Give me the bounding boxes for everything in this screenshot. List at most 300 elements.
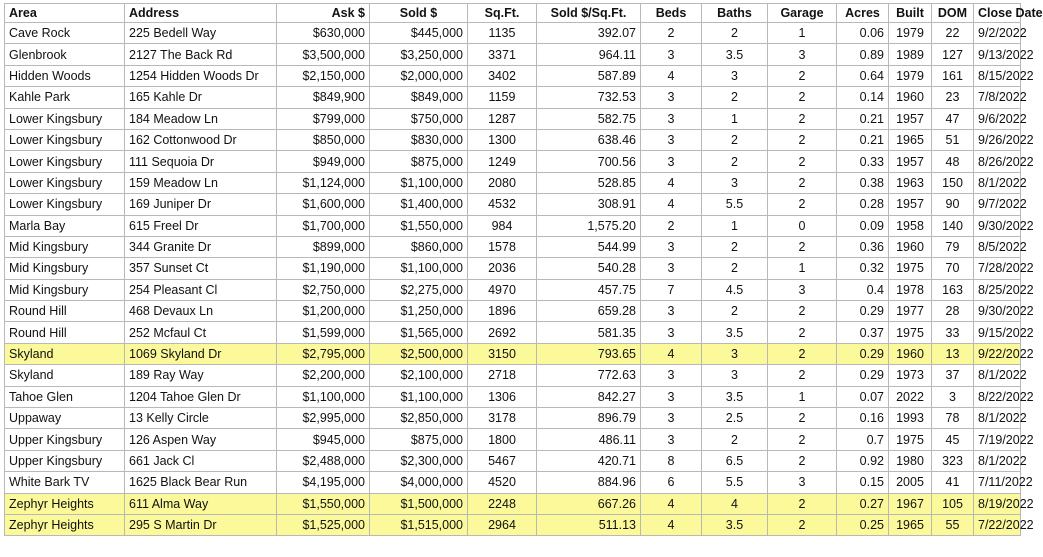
cell-address: 162 Cottonwood Dr: [125, 129, 277, 150]
cell-dom: 28: [932, 301, 974, 322]
cell-beds: 4: [641, 343, 702, 364]
cell-sqft: 2080: [468, 172, 537, 193]
cell-ask: $949,000: [277, 151, 370, 172]
cell-built: 1993: [889, 408, 932, 429]
cell-dom: 22: [932, 23, 974, 44]
cell-area: Round Hill: [5, 301, 125, 322]
cell-ask: $630,000: [277, 23, 370, 44]
cell-baths: 2: [702, 129, 768, 150]
cell-close-date: 8/19/2022: [974, 493, 1021, 514]
header-beds: Beds: [641, 4, 702, 23]
cell-built: 1963: [889, 172, 932, 193]
cell-area: Upper Kingsbury: [5, 450, 125, 471]
cell-acres: 0.07: [837, 386, 889, 407]
cell-area: Mid Kingsbury: [5, 258, 125, 279]
cell-acres: 0.29: [837, 365, 889, 386]
cell-sqft: 984: [468, 215, 537, 236]
cell-ask: $899,000: [277, 236, 370, 257]
cell-sold-per-sqft: 511.13: [537, 514, 641, 535]
cell-address: 184 Meadow Ln: [125, 108, 277, 129]
cell-sqft: 2248: [468, 493, 537, 514]
cell-acres: 0.64: [837, 65, 889, 86]
cell-sold-per-sqft: 457.75: [537, 279, 641, 300]
cell-baths: 4.5: [702, 279, 768, 300]
cell-area: Marla Bay: [5, 215, 125, 236]
cell-dom: 90: [932, 194, 974, 215]
cell-dom: 79: [932, 236, 974, 257]
table-row: [5, 386, 1021, 407]
cell-sold: $1,500,000: [370, 493, 468, 514]
cell-address: 252 Mcfaul Ct: [125, 322, 277, 343]
cell-sold-per-sqft: 842.27: [537, 386, 641, 407]
cell-area: Mid Kingsbury: [5, 279, 125, 300]
cell-built: 1960: [889, 343, 932, 364]
cell-close-date: 9/22/2022: [974, 343, 1021, 364]
cell-garage: 2: [768, 343, 837, 364]
cell-sold: $3,250,000: [370, 44, 468, 65]
cell-acres: 0.33: [837, 151, 889, 172]
cell-ask: $1,100,000: [277, 386, 370, 407]
cell-sold: $2,100,000: [370, 365, 468, 386]
table-row: [5, 343, 1021, 364]
cell-ask: $2,750,000: [277, 279, 370, 300]
cell-close-date: 8/26/2022: [974, 151, 1021, 172]
cell-acres: 0.21: [837, 129, 889, 150]
cell-built: 1957: [889, 108, 932, 129]
cell-garage: 3: [768, 472, 837, 493]
cell-sold: $1,550,000: [370, 215, 468, 236]
cell-sqft: 1800: [468, 429, 537, 450]
cell-sold-per-sqft: 486.11: [537, 429, 641, 450]
cell-built: 2022: [889, 386, 932, 407]
cell-built: 1958: [889, 215, 932, 236]
table-row: [5, 408, 1021, 429]
cell-baths: 2: [702, 23, 768, 44]
cell-address: 295 S Martin Dr: [125, 514, 277, 535]
table-row: [5, 429, 1021, 450]
cell-sqft: 5467: [468, 450, 537, 471]
table-row: [5, 258, 1021, 279]
cell-ask: $2,795,000: [277, 343, 370, 364]
cell-sold: $1,100,000: [370, 172, 468, 193]
cell-beds: 3: [641, 365, 702, 386]
cell-area: Lower Kingsbury: [5, 108, 125, 129]
cell-baths: 1: [702, 215, 768, 236]
cell-acres: 0.92: [837, 450, 889, 471]
cell-sold-per-sqft: 540.28: [537, 258, 641, 279]
cell-garage: 3: [768, 44, 837, 65]
cell-sold: $750,000: [370, 108, 468, 129]
cell-address: 468 Devaux Ln: [125, 301, 277, 322]
cell-built: 1979: [889, 23, 932, 44]
cell-sold: $1,250,000: [370, 301, 468, 322]
cell-sold: $1,100,000: [370, 386, 468, 407]
cell-close-date: 9/2/2022: [974, 23, 1021, 44]
cell-acres: 0.7: [837, 429, 889, 450]
cell-beds: 4: [641, 172, 702, 193]
cell-baths: 3.5: [702, 514, 768, 535]
cell-baths: 2: [702, 258, 768, 279]
cell-sold-per-sqft: 1,575.20: [537, 215, 641, 236]
table-row: [5, 215, 1021, 236]
header-baths: Baths: [702, 4, 768, 23]
cell-address: 344 Granite Dr: [125, 236, 277, 257]
cell-garage: 2: [768, 301, 837, 322]
cell-sqft: 1287: [468, 108, 537, 129]
cell-sold: $875,000: [370, 151, 468, 172]
table-row: [5, 172, 1021, 193]
cell-baths: 2.5: [702, 408, 768, 429]
cell-built: 1975: [889, 258, 932, 279]
cell-ask: $849,900: [277, 87, 370, 108]
cell-sold: $2,500,000: [370, 343, 468, 364]
table-row: [5, 450, 1021, 471]
header-sqft: Sq.Ft.: [468, 4, 537, 23]
cell-acres: 0.36: [837, 236, 889, 257]
cell-built: 1957: [889, 151, 932, 172]
table-row: [5, 493, 1021, 514]
cell-beds: 4: [641, 493, 702, 514]
cell-address: 254 Pleasant Cl: [125, 279, 277, 300]
cell-sold-per-sqft: 732.53: [537, 87, 641, 108]
cell-beds: 8: [641, 450, 702, 471]
cell-address: 169 Juniper Dr: [125, 194, 277, 215]
cell-area: Uppaway: [5, 408, 125, 429]
cell-beds: 3: [641, 322, 702, 343]
table-row: [5, 472, 1021, 493]
cell-built: 1965: [889, 129, 932, 150]
cell-beds: 4: [641, 194, 702, 215]
cell-built: 1965: [889, 514, 932, 535]
cell-ask: $2,200,000: [277, 365, 370, 386]
cell-baths: 2: [702, 87, 768, 108]
cell-sold-per-sqft: 528.85: [537, 172, 641, 193]
cell-ask: $1,124,000: [277, 172, 370, 193]
cell-baths: 2: [702, 429, 768, 450]
cell-address: 2127 The Back Rd: [125, 44, 277, 65]
cell-baths: 1: [702, 108, 768, 129]
cell-address: 1204 Tahoe Glen Dr: [125, 386, 277, 407]
cell-acres: 0.89: [837, 44, 889, 65]
cell-close-date: 7/11/2022: [974, 472, 1021, 493]
cell-ask: $2,150,000: [277, 65, 370, 86]
cell-garage: 2: [768, 172, 837, 193]
cell-baths: 3: [702, 172, 768, 193]
header-row: [5, 4, 1021, 23]
cell-beds: 7: [641, 279, 702, 300]
cell-sqft: 4970: [468, 279, 537, 300]
cell-sold: $860,000: [370, 236, 468, 257]
table-row: [5, 279, 1021, 300]
cell-sold: $4,000,000: [370, 472, 468, 493]
cell-baths: 5.5: [702, 472, 768, 493]
cell-garage: 2: [768, 194, 837, 215]
cell-sold: $445,000: [370, 23, 468, 44]
header-area: Area: [5, 4, 125, 23]
cell-sold-per-sqft: 392.07: [537, 23, 641, 44]
cell-baths: 4: [702, 493, 768, 514]
cell-sqft: 4532: [468, 194, 537, 215]
cell-sqft: 3150: [468, 343, 537, 364]
cell-baths: 2: [702, 236, 768, 257]
cell-acres: 0.14: [837, 87, 889, 108]
cell-close-date: 9/13/2022: [974, 44, 1021, 65]
cell-garage: 0: [768, 215, 837, 236]
cell-built: 1973: [889, 365, 932, 386]
cell-garage: 2: [768, 65, 837, 86]
cell-sqft: 1135: [468, 23, 537, 44]
cell-sold-per-sqft: 581.35: [537, 322, 641, 343]
cell-sold: $2,275,000: [370, 279, 468, 300]
cell-sqft: 3371: [468, 44, 537, 65]
cell-built: 1978: [889, 279, 932, 300]
cell-dom: 48: [932, 151, 974, 172]
cell-ask: $1,525,000: [277, 514, 370, 535]
cell-acres: 0.29: [837, 343, 889, 364]
cell-beds: 3: [641, 87, 702, 108]
cell-dom: 70: [932, 258, 974, 279]
table-row: [5, 514, 1021, 535]
header-sold-per-sqft: Sold $/Sq.Ft.: [537, 4, 641, 23]
cell-sqft: 2692: [468, 322, 537, 343]
header-built: Built: [889, 4, 932, 23]
cell-baths: 2: [702, 151, 768, 172]
cell-address: 159 Meadow Ln: [125, 172, 277, 193]
cell-close-date: 8/1/2022: [974, 365, 1021, 386]
cell-sold-per-sqft: 582.75: [537, 108, 641, 129]
cell-built: 1960: [889, 87, 932, 108]
cell-built: 1977: [889, 301, 932, 322]
cell-area: Lower Kingsbury: [5, 172, 125, 193]
cell-ask: $1,190,000: [277, 258, 370, 279]
header-close-date: Close Date: [974, 4, 1021, 23]
cell-garage: 2: [768, 493, 837, 514]
header-acres: Acres: [837, 4, 889, 23]
cell-beds: 4: [641, 65, 702, 86]
cell-close-date: 8/25/2022: [974, 279, 1021, 300]
cell-dom: 45: [932, 429, 974, 450]
cell-area: Round Hill: [5, 322, 125, 343]
cell-baths: 3: [702, 343, 768, 364]
cell-baths: 6.5: [702, 450, 768, 471]
cell-close-date: 8/15/2022: [974, 65, 1021, 86]
cell-garage: 1: [768, 258, 837, 279]
cell-sold-per-sqft: 700.56: [537, 151, 641, 172]
cell-beds: 3: [641, 151, 702, 172]
table-row: [5, 365, 1021, 386]
cell-garage: 2: [768, 87, 837, 108]
cell-address: 126 Aspen Way: [125, 429, 277, 450]
cell-close-date: 8/5/2022: [974, 236, 1021, 257]
cell-close-date: 8/1/2022: [974, 408, 1021, 429]
cell-sqft: 1159: [468, 87, 537, 108]
cell-sold: $1,100,000: [370, 258, 468, 279]
cell-close-date: 8/22/2022: [974, 386, 1021, 407]
table-row: [5, 322, 1021, 343]
cell-ask: $1,600,000: [277, 194, 370, 215]
cell-area: Lower Kingsbury: [5, 151, 125, 172]
cell-close-date: 9/30/2022: [974, 301, 1021, 322]
cell-close-date: 9/15/2022: [974, 322, 1021, 343]
table-row: [5, 151, 1021, 172]
cell-beds: 6: [641, 472, 702, 493]
cell-beds: 3: [641, 386, 702, 407]
cell-address: 611 Alma Way: [125, 493, 277, 514]
cell-sold-per-sqft: 964.11: [537, 44, 641, 65]
cell-ask: $1,200,000: [277, 301, 370, 322]
cell-garage: 2: [768, 429, 837, 450]
cell-ask: $1,550,000: [277, 493, 370, 514]
cell-sold-per-sqft: 896.79: [537, 408, 641, 429]
table-body: [5, 23, 1034, 536]
cell-built: 1960: [889, 236, 932, 257]
cell-acres: 0.32: [837, 258, 889, 279]
cell-acres: 0.25: [837, 514, 889, 535]
cell-area: Zephyr Heights: [5, 493, 125, 514]
cell-ask: $4,195,000: [277, 472, 370, 493]
cell-close-date: 9/7/2022: [974, 194, 1021, 215]
cell-garage: 1: [768, 386, 837, 407]
cell-sqft: 1300: [468, 129, 537, 150]
cell-sold-per-sqft: 667.26: [537, 493, 641, 514]
cell-area: Hidden Woods: [5, 65, 125, 86]
cell-ask: $1,700,000: [277, 215, 370, 236]
header-garage: Garage: [768, 4, 837, 23]
table-row: [5, 23, 1021, 44]
table-row: [5, 65, 1021, 86]
cell-beds: 3: [641, 129, 702, 150]
cell-area: Lower Kingsbury: [5, 194, 125, 215]
cell-address: 111 Sequoia Dr: [125, 151, 277, 172]
cell-garage: 2: [768, 514, 837, 535]
cell-beds: 3: [641, 44, 702, 65]
cell-close-date: 7/8/2022: [974, 87, 1021, 108]
cell-baths: 3: [702, 65, 768, 86]
sales-table: [4, 3, 1043, 536]
cell-acres: 0.06: [837, 23, 889, 44]
cell-sqft: 1578: [468, 236, 537, 257]
cell-area: Zephyr Heights: [5, 514, 125, 535]
cell-built: 1989: [889, 44, 932, 65]
cell-sold: $875,000: [370, 429, 468, 450]
cell-dom: 55: [932, 514, 974, 535]
table-row: [5, 129, 1021, 150]
cell-garage: 2: [768, 322, 837, 343]
cell-garage: 2: [768, 408, 837, 429]
cell-garage: 2: [768, 236, 837, 257]
cell-address: 1069 Skyland Dr: [125, 343, 277, 364]
cell-close-date: 9/6/2022: [974, 108, 1021, 129]
cell-baths: 3.5: [702, 386, 768, 407]
cell-built: 1979: [889, 65, 932, 86]
cell-area: Kahle Park: [5, 87, 125, 108]
cell-baths: 5.5: [702, 194, 768, 215]
cell-baths: 3: [702, 365, 768, 386]
cell-acres: 0.4: [837, 279, 889, 300]
cell-ask: $945,000: [277, 429, 370, 450]
cell-acres: 0.21: [837, 108, 889, 129]
cell-close-date: 8/1/2022: [974, 172, 1021, 193]
cell-sqft: 4520: [468, 472, 537, 493]
cell-ask: $799,000: [277, 108, 370, 129]
cell-sqft: 3178: [468, 408, 537, 429]
cell-built: 1975: [889, 322, 932, 343]
cell-dom: 150: [932, 172, 974, 193]
cell-baths: 2: [702, 301, 768, 322]
cell-area: Mid Kingsbury: [5, 236, 125, 257]
cell-sold-per-sqft: 308.91: [537, 194, 641, 215]
cell-sold-per-sqft: 659.28: [537, 301, 641, 322]
header-ask: Ask $: [277, 4, 370, 23]
cell-sqft: 3402: [468, 65, 537, 86]
cell-beds: 3: [641, 258, 702, 279]
cell-sqft: 2036: [468, 258, 537, 279]
cell-built: 2005: [889, 472, 932, 493]
cell-acres: 0.28: [837, 194, 889, 215]
cell-dom: 163: [932, 279, 974, 300]
cell-area: White Bark TV: [5, 472, 125, 493]
cell-built: 1967: [889, 493, 932, 514]
cell-ask: $850,000: [277, 129, 370, 150]
cell-sold: $849,000: [370, 87, 468, 108]
cell-sold-per-sqft: 772.63: [537, 365, 641, 386]
cell-dom: 105: [932, 493, 974, 514]
cell-dom: 78: [932, 408, 974, 429]
cell-garage: 2: [768, 129, 837, 150]
cell-sold: $2,300,000: [370, 450, 468, 471]
cell-address: 225 Bedell Way: [125, 23, 277, 44]
header-address: Address: [125, 4, 277, 23]
cell-address: 13 Kelly Circle: [125, 408, 277, 429]
cell-garage: 2: [768, 365, 837, 386]
cell-sold-per-sqft: 587.89: [537, 65, 641, 86]
cell-beds: 4: [641, 514, 702, 535]
header-dom: DOM: [932, 4, 974, 23]
cell-address: 1625 Black Bear Run: [125, 472, 277, 493]
cell-garage: 2: [768, 108, 837, 129]
cell-sold: $1,515,000: [370, 514, 468, 535]
cell-dom: 13: [932, 343, 974, 364]
cell-ask: $2,995,000: [277, 408, 370, 429]
cell-built: 1980: [889, 450, 932, 471]
table-row: [5, 108, 1021, 129]
table-row: [5, 236, 1021, 257]
table-row: [5, 194, 1021, 215]
cell-built: 1975: [889, 429, 932, 450]
cell-sold: $1,565,000: [370, 322, 468, 343]
cell-area: Lower Kingsbury: [5, 129, 125, 150]
cell-address: 615 Freel Dr: [125, 215, 277, 236]
table-row: [5, 44, 1021, 65]
cell-ask: $2,488,000: [277, 450, 370, 471]
cell-dom: 140: [932, 215, 974, 236]
cell-sold-per-sqft: 793.65: [537, 343, 641, 364]
cell-acres: 0.09: [837, 215, 889, 236]
cell-garage: 3: [768, 279, 837, 300]
cell-address: 357 Sunset Ct: [125, 258, 277, 279]
cell-acres: 0.38: [837, 172, 889, 193]
cell-dom: 23: [932, 87, 974, 108]
cell-dom: 127: [932, 44, 974, 65]
cell-sold-per-sqft: 420.71: [537, 450, 641, 471]
cell-dom: 323: [932, 450, 974, 471]
cell-sqft: 2718: [468, 365, 537, 386]
cell-dom: 33: [932, 322, 974, 343]
cell-ask: $3,500,000: [277, 44, 370, 65]
cell-area: Glenbrook: [5, 44, 125, 65]
cell-garage: 2: [768, 151, 837, 172]
cell-acres: 0.29: [837, 301, 889, 322]
